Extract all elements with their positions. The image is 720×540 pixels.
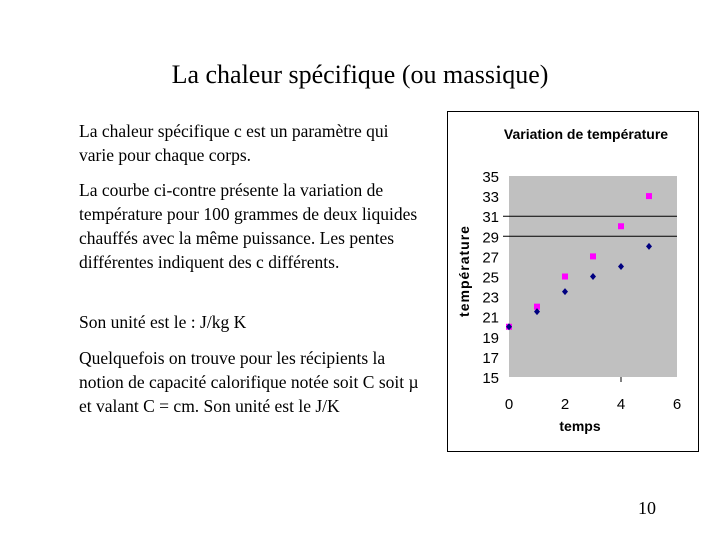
x-tick-label: 4: [616, 396, 626, 413]
y-axis-label: température: [456, 225, 472, 317]
x-tick-label: 2: [560, 396, 570, 413]
y-tick-label: 29: [482, 229, 499, 247]
data-point-liquide-1: [646, 193, 652, 199]
paragraph-capacity: Quelquefois on trouve pour les récipients la notion de capacité calorifique notée soit C soit µ et valant C = cm. Son unité est le J/K: [79, 348, 419, 416]
data-point-liquide-1: [590, 253, 596, 259]
temperature-chart: [447, 111, 699, 452]
y-tick-label: 21: [482, 309, 499, 327]
x-tick-label: 0: [504, 396, 514, 413]
y-tick-label: 25: [482, 269, 499, 287]
chart-title: Variation de température: [503, 126, 669, 142]
page-number: 10: [638, 498, 656, 518]
paragraph-curve: La courbe ci-contre présente la variation de température pour 100 grammes de deux liquides chauffés avec la même puissance. Les pentes différentes indiquent des c différents.: [79, 180, 418, 272]
y-tick-label: 27: [482, 249, 499, 267]
y-tick-label: 31: [482, 209, 499, 227]
x-axis-label: temps: [559, 418, 601, 434]
y-tick-label: 23: [482, 289, 499, 307]
x-tick-label: 6: [672, 396, 682, 413]
paragraph-unit: Son unité est le : J/kg K: [79, 312, 247, 332]
y-tick-label: 33: [482, 189, 499, 207]
y-tick-label: 17: [482, 349, 499, 367]
y-tick-label: 35: [482, 169, 499, 186]
slide-title: La chaleur spécifique (ou massique): [171, 60, 549, 89]
data-point-liquide-1: [618, 223, 624, 229]
y-tick-label: 19: [482, 329, 499, 347]
data-point-liquide-1: [562, 274, 568, 280]
paragraph-definition: La chaleur spécifique c est un paramètre qui varie pour chaque corps.: [79, 121, 389, 165]
y-tick-label: 15: [482, 370, 499, 387]
